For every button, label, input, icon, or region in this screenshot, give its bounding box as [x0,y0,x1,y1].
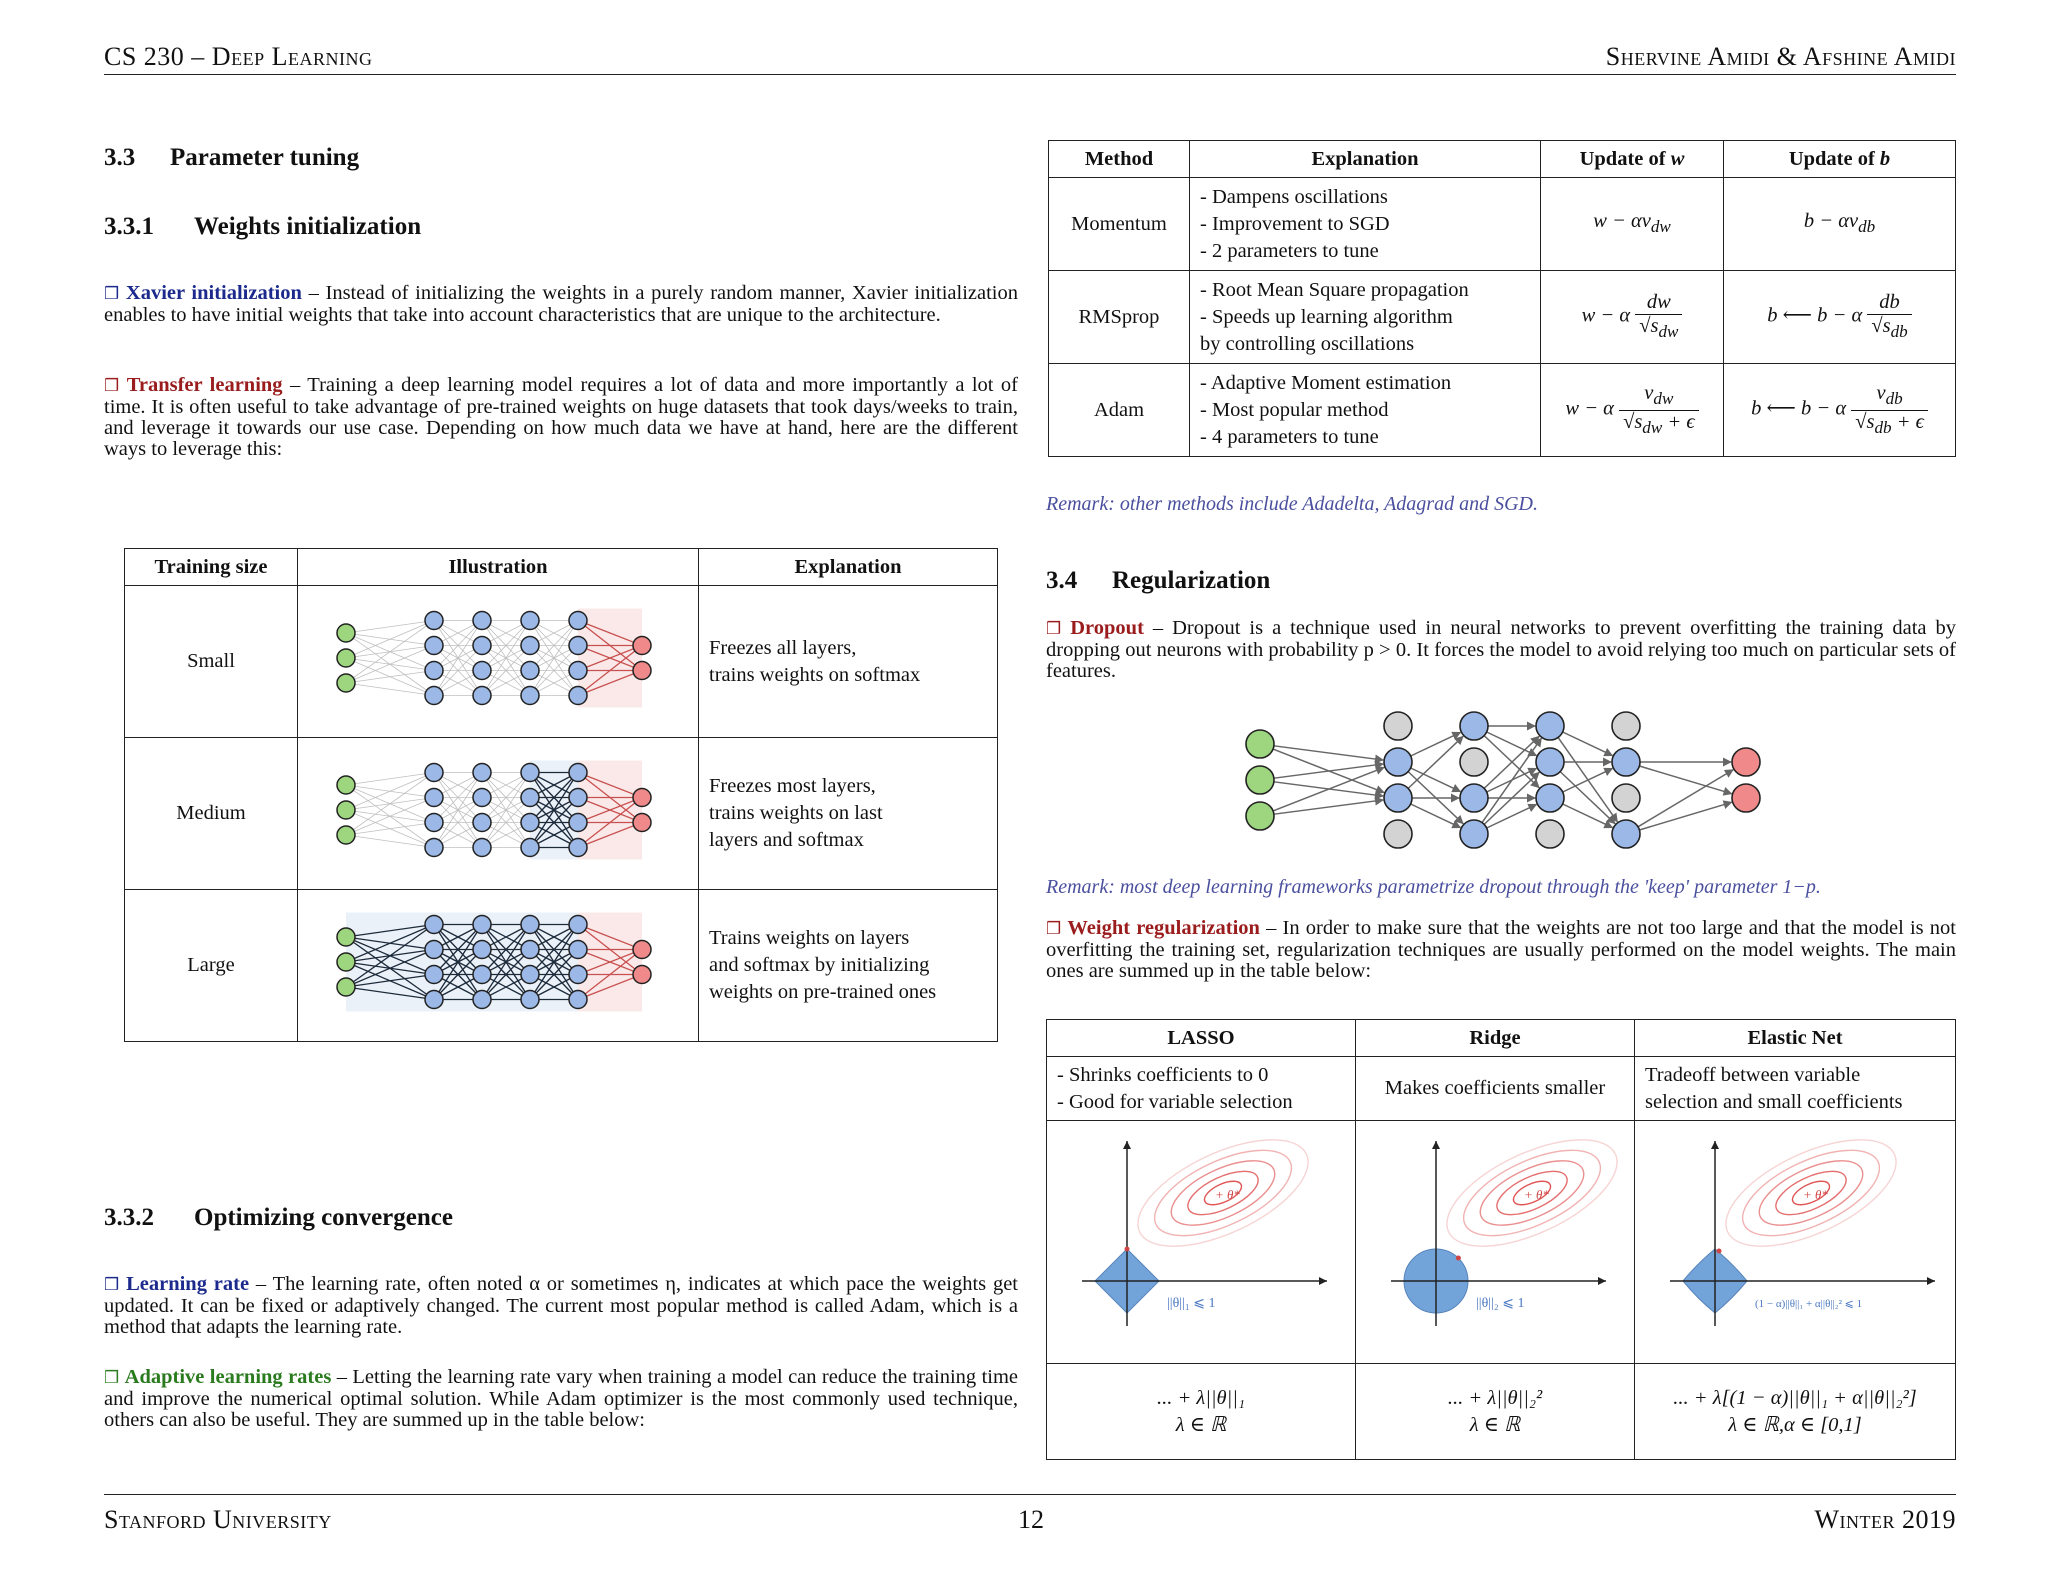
explanation-medium: Freezes most layers, trains weights on last layers and softmax [699,738,998,890]
dropped-neuron [1612,712,1640,740]
neuron [337,801,355,819]
illustration-medium [298,738,699,890]
table-row [1047,1121,1956,1364]
regularization-table [1046,1019,1956,1460]
connection [1638,770,1733,827]
neuron [1732,784,1760,812]
connection [346,773,434,786]
neuron [569,637,587,655]
solution-point [1717,1249,1722,1254]
rmsprop-w-update: w − α $\frac{dw}{√s_{dw}}$ [1541,271,1724,364]
section-3-3-heading: 3.3 Parameter tuning [104,144,360,171]
optimum-label: + θ* [1524,1187,1549,1202]
th-method: Method [1049,141,1190,178]
th-update-w: Update of w [1541,141,1724,178]
dropout-paragraph: ❒ Dropout – Dropout is a technique used in neural networks to prevent overfitting the training data by dropping out neurons with probability p > 0. It forces the model to avoid relying too much on particular sets of features. [1046,617,1956,682]
page-number: 12 [1018,1505,1044,1534]
connection [1274,764,1383,778]
elastic-net-explanation: Tradeoff between variable selection and small coefficients [1635,1057,1956,1121]
neuron [425,637,443,655]
size-medium: Medium [125,738,298,890]
connection [1563,732,1613,756]
neuron [1246,730,1274,758]
neuron [521,814,539,832]
connection [1639,766,1731,794]
neuron [337,953,355,971]
connection [1487,804,1537,828]
neuron [473,764,491,782]
neuron [425,839,443,857]
connection [1639,802,1731,830]
explanation-momentum: - Dampens oscillations - Improvement to SGD - 2 parameters to tune [1190,178,1541,271]
th-lasso: LASSO [1047,1020,1356,1057]
neuron [1536,712,1564,740]
neuron [425,916,443,934]
th-opt-explanation: Explanation [1190,141,1541,178]
neuron [521,789,539,807]
neuron [473,839,491,857]
xavier-paragraph: ❒ Xavier initialization – Instead of initializing the weights in a purely random manner, Xavier initialization enables to have initial weights that take into account characteristics that are unique to the architecture. [104,282,1018,326]
neuron [425,814,443,832]
neuron [633,662,651,680]
lasso-formula: ... + λ||θ||₁ λ ∈ ℝ [1047,1364,1356,1460]
constraint-label: ||θ||₁ ⩽ 1 [1167,1296,1216,1311]
footer-university: Stanford University [104,1505,332,1534]
neuron [569,966,587,984]
ridge-formula: ... + λ||θ||₂² λ ∈ ℝ [1356,1364,1635,1460]
size-small: Small [125,586,298,738]
connection [346,621,434,634]
ridge-plot [1356,1121,1626,1357]
neuron [473,814,491,832]
x-axis-arrow [1598,1277,1606,1285]
neuron [425,966,443,984]
optimum-label: + θ* [1803,1187,1828,1202]
neuron [473,687,491,705]
weight-regularization-paragraph: ❒ Weight regularization – In order to make sure that the weights are not too large and that the model is not overfitting the training set, regularization techniques are usually performed on the model weights. The main ones are summed up in the table below: [1046,917,1957,982]
neuron [569,687,587,705]
neuron [1536,748,1564,776]
explanation-large: Trains weights on layers and softmax by initializing weights on pre-trained ones [699,890,998,1042]
x-axis-arrow [1319,1277,1327,1285]
network-diagram-large [298,890,698,1035]
transfer-learning-paragraph: ❒ Transfer learning – Training a deep learning model requires a lot of data and more importantly a lot of time. It is often useful to take advantage of pre-trained weights on huge datasets that took days/weeks to train, and leverage it towards our use case. Depending on how much data we have at hand, here are the different ways to leverage this: [104,374,1018,460]
adam-b-update: b ⟵ b − α $\frac{v_{db}}{√s_{db} + \epsilon}$ [1724,364,1956,457]
adam-w-update: w − α $\frac{v_{dw}}{√s_{dw} + \epsilon}$ [1541,364,1724,457]
neuron [425,941,443,959]
header-authors: Shervine Amidi & Afshine Amidi [1605,42,1956,71]
neuron [337,978,355,996]
elastic-net-plot-cell [1635,1121,1956,1364]
dropped-neuron [1384,820,1412,848]
neuron [425,991,443,1009]
lasso-plot [1047,1121,1347,1357]
section-3-4-heading: 3.4 Regularization [1046,567,1271,594]
neuron [633,637,651,655]
connection [1274,800,1383,814]
neuron [569,991,587,1009]
connection [1563,804,1613,828]
neuron [633,941,651,959]
connection [346,798,434,836]
elastic-net-plot [1635,1121,1955,1357]
learning-rate-paragraph: ❒ Learning rate – The learning rate, often noted α or sometimes η, indicates at which pace the weights get updated. It can be fixed or adaptively changed. The current most popular method is called Adam, which is a method that adapts the learning rate. [104,1273,1018,1338]
footer-rule [104,1494,1956,1495]
neuron [521,941,539,959]
illustration-small [298,586,699,738]
explanation-small: Freezes all layers, trains weights on softmax [699,586,998,738]
neuron [1612,820,1640,848]
neuron [1536,784,1564,812]
neuron [569,789,587,807]
table-row [125,738,998,890]
connection [346,621,434,659]
connection [346,683,434,696]
illustration-large [298,890,699,1042]
neuron [473,662,491,680]
y-axis-arrow [1123,1141,1131,1149]
section-3-3-1-heading: 3.3.1 Weights initialization [104,213,422,240]
neuron [473,991,491,1009]
neuron [425,764,443,782]
rmsprop-b-update: b ⟵ b − α $\frac{db}{√s_{db}}$ [1724,271,1956,364]
constraint-label: (1 − α)||θ||₁ + α||θ||₂² ⩽ 1 [1755,1298,1863,1310]
neuron [425,662,443,680]
th-training-size: Training size [125,549,298,586]
neuron [1460,784,1488,812]
table-row [1049,364,1956,457]
neuron [521,991,539,1009]
y-axis-arrow [1711,1141,1719,1149]
neuron [473,789,491,807]
dropped-neuron [1460,748,1488,776]
dropped-neuron [1536,820,1564,848]
th-illustration: Illustration [298,549,699,586]
connection [346,773,434,811]
remark-dropout: Remark: most deep learning frameworks parametrize dropout through the 'keep' parameter 1−p. [1046,876,1821,898]
neuron [473,612,491,630]
connection [1411,804,1461,828]
section-3-3-2-heading: 3.3.2 Optimizing convergence [104,1204,453,1231]
neuron [1246,766,1274,794]
optimizer-table [1048,140,1956,457]
neuron [337,928,355,946]
connection [1487,732,1537,756]
solution-point [1456,1255,1461,1260]
size-large: Large [125,890,298,1042]
y-axis-arrow [1432,1141,1440,1149]
neuron [521,839,539,857]
connection [346,621,434,684]
neuron [1460,712,1488,740]
table-row [125,890,998,1042]
table-row [125,586,998,738]
method-adam: Adam [1049,364,1190,457]
neuron [569,941,587,959]
explanation-rmsprop: - Root Mean Square propagation - Speeds up learning algorithm by controlling oscillations [1190,271,1541,364]
neuron [425,612,443,630]
neuron [569,662,587,680]
neuron [1732,748,1760,776]
neuron [1246,802,1274,830]
connection [346,835,434,848]
elastic-net-formula: ... + λ[(1 − α)||θ||₁ + α||θ||₂²] λ ∈ ℝ,α ∈ [0,1] [1635,1364,1956,1460]
neuron [569,764,587,782]
connection [346,823,434,836]
constraint-label: ||θ||₂ ⩽ 1 [1476,1296,1525,1311]
table-row [1049,178,1956,271]
neuron [473,637,491,655]
x-axis-arrow [1927,1277,1935,1285]
momentum-b-update: $b - \alpha v_{db}$ [1724,178,1956,271]
neuron [337,649,355,667]
neuron [337,826,355,844]
connection [346,773,434,836]
connection [1274,746,1383,760]
connection [1273,767,1384,810]
th-update-b: Update of b [1724,141,1956,178]
header-course: CS 230 – Deep Learning [104,42,373,71]
ridge-explanation: Makes coefficients smaller [1356,1057,1635,1121]
ridge-plot-cell [1356,1121,1635,1364]
neuron [521,612,539,630]
explanation-adam: - Adaptive Moment estimation - Most popular method - 4 parameters to tune [1190,364,1541,457]
adaptive-lr-paragraph: ❒ Adaptive learning rates – Letting the learning rate vary when training a model can reduce the training time and improve the numerical optimal solution. While Adam optimizer is the most commonly used technique, others can also be useful. They are summed up in the table below: [104,1366,1019,1431]
optimum-label: + θ* [1215,1187,1240,1202]
table-row [1047,1057,1956,1121]
neuron [569,839,587,857]
neuron [1460,820,1488,848]
momentum-w-update: $w - \alpha v_{dw}$ [1541,178,1724,271]
connection [1411,732,1461,756]
lasso-explanation: - Shrinks coefficients to 0 - Good for variable selection [1047,1057,1356,1121]
transfer-learning-table [124,548,998,1042]
neuron [337,776,355,794]
neuron [425,687,443,705]
neuron [569,916,587,934]
table-row [1047,1364,1956,1460]
neuron [569,612,587,630]
neuron [569,814,587,832]
neuron [521,662,539,680]
neuron [1384,748,1412,776]
neuron [337,674,355,692]
neuron [521,764,539,782]
lasso-plot-cell [1047,1121,1356,1364]
neuron [1612,748,1640,776]
neuron [473,941,491,959]
header-rule [104,74,1956,75]
neuron [473,966,491,984]
remark-optimizers: Remark: other methods include Adadelta, Adagrad and SGD. [1046,493,1538,515]
method-momentum: Momentum [1049,178,1190,271]
table-row [1049,271,1956,364]
th-elastic-net: Elastic Net [1635,1020,1956,1057]
neuron [521,966,539,984]
neuron [473,916,491,934]
method-rmsprop: RMSprop [1049,271,1190,364]
network-diagram-medium [298,738,698,883]
neuron [633,814,651,832]
neuron [337,624,355,642]
trained-layer-highlight [346,913,434,1012]
dropped-neuron [1384,712,1412,740]
th-ridge: Ridge [1356,1020,1635,1057]
neuron [521,637,539,655]
neuron [521,687,539,705]
dropout-network-diagram [1230,705,1770,855]
neuron [633,789,651,807]
network-diagram-small [298,586,698,731]
th-explanation: Explanation [699,549,998,586]
footer-term: Winter 2019 [1814,1505,1956,1534]
neuron [633,966,651,984]
connection [346,646,434,684]
connection [346,671,434,684]
neuron [1384,784,1412,812]
neuron [521,916,539,934]
solution-point [1125,1247,1130,1252]
dropped-neuron [1612,784,1640,812]
neuron [425,789,443,807]
